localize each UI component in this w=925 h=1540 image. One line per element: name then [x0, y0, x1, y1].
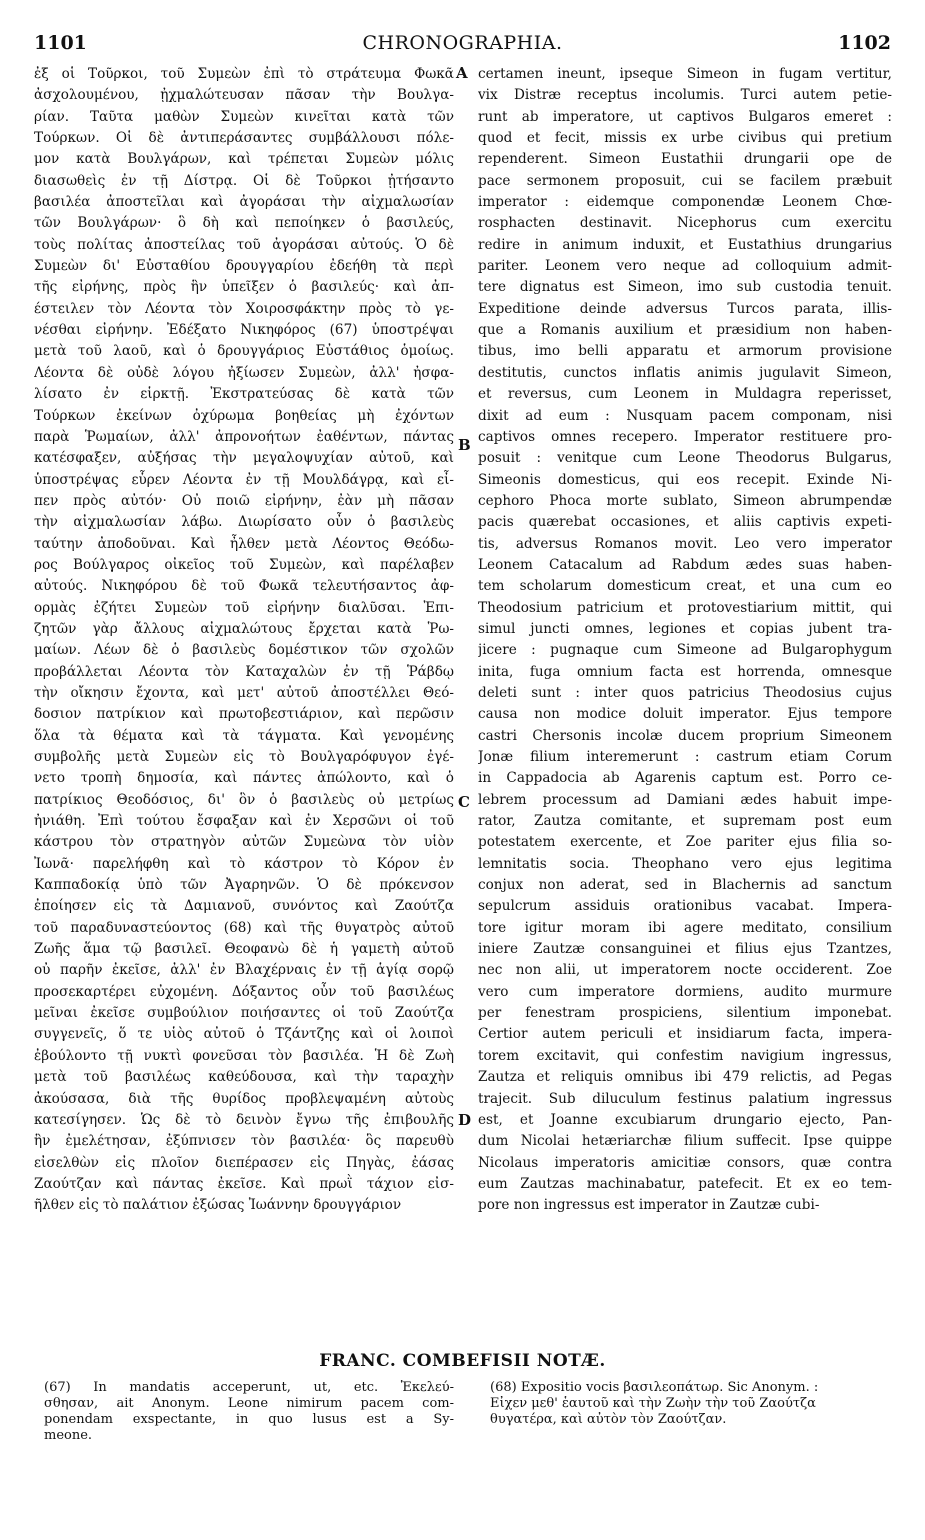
notes-heading: FRANC. COMBEFISII NOTÆ.	[319, 1351, 606, 1371]
greek-text-line: Λέοντα δὲ οὐδὲ λόγου ἠξίωσεν Συμεὼν, ἀλλ' ἠσφα-	[34, 364, 454, 381]
greek-text-line: τὴν αἰχμαλωσίαν λάβω. Διωρίσατο οὖν ὁ βασιλεὺς	[34, 514, 454, 531]
latin-text-line: tere dignatus est Simeon, imo sub custodia tenuit.	[478, 279, 892, 296]
latin-text-line: per fenestram prospiciens, silentium imponebat.	[478, 1005, 892, 1022]
latin-text-line: Theodosium patricium et protovestiarium mittit, qui	[478, 599, 892, 616]
latin-text-line: jicere : pugnaque cum Simeone ad Bulgarophygum	[478, 642, 892, 659]
latin-text-line: lemnitatis socia. Theophano vero ejus legitima	[478, 855, 892, 872]
latin-text-line: Simeonis domesticus, qui eos recepit. Exinde Ni-	[478, 471, 892, 488]
greek-text-line: μαίων. Λέων δὲ ὁ βασιλεὺς δομέστικον τῶν σχολῶν	[34, 642, 454, 659]
greek-text-line: ἀκούσασα, διὰ τῆς θυρίδος προβλεψαμένη αὐτοὺς	[34, 1090, 454, 1107]
latin-text-line: potestatem exercente, et Zoe pariter ejus filia so-	[478, 834, 892, 851]
greek-text-line: Τούρκων. Οἱ δὲ ἀντιπεράσαντες συμβάλλουσι πόλε-	[34, 130, 454, 147]
section-marker-d: D	[458, 1111, 472, 1129]
latin-text-column	[478, 64, 892, 1217]
latin-text-line: iniere Zautzæ consanguinei et filius ejus Tzantzes,	[478, 941, 892, 958]
latin-text-line: rependerent. Simeon Eustathii drungarii ope de	[478, 151, 892, 168]
latin-text-line: tibus, imo belli apparatu et armorum provisione	[478, 343, 892, 360]
greek-text-line: βασιλέα ἀποστεῖλαι καὶ ἀγοράσαι τὴν αἰχμαλωσίαν	[34, 194, 454, 211]
latin-text-line: eum Zautzas machinabatur, patefecit. Et ex eo tem-	[478, 1175, 892, 1192]
footnote-line: σθησαν, ait Anonym. Leone nimirum pacem com-	[44, 1396, 454, 1411]
greek-text-line: Ζωῆς ἅμα τῷ βασιλεῖ. Θεοφανὼ δὲ ἡ γαμετὴ αὐτοῦ	[34, 941, 454, 958]
latin-text-line: et reversus, cum Leonem in Muldagra reperisset,	[478, 386, 892, 403]
latin-text-line: sepulcrum assiduis orationibus vacabat. Impera-	[478, 898, 892, 915]
latin-text-line: dixit ad eum : Nusquam pacem componam, nisi	[478, 407, 892, 424]
greek-text-line: Τούρκων ἐκείνων ὀχύρωμα βοηθείας μὴ ἐχόντων	[34, 407, 454, 424]
latin-text-line: castri Chersonis incolæ ducem proprium Simeonem	[478, 727, 892, 744]
latin-text-line: in Cappadocia ab Agarenis captum est. Porro ce-	[478, 770, 892, 787]
footnote-line: θυγατέρα, καὶ αὐτὸν τὸν Ζαούτζαν.	[490, 1412, 727, 1427]
running-title: CHRONOGRAPHIA.	[362, 32, 563, 54]
footnote-68	[490, 1380, 890, 1428]
latin-text-line: inita, fuga omnium facta est horrenda, omnesque	[478, 663, 892, 680]
latin-text-line: rosphacten destinavit. Nicephorus cum exercitu	[478, 215, 892, 232]
latin-text-line: pore non ingressus est imperator in Zautzæ cubi-	[478, 1197, 820, 1214]
greek-text-line: ἣν ἐμελέτησαν, ἐξύπνισεν τὸν βασιλέα· ὃς παρευθὺ	[34, 1133, 454, 1150]
greek-text-line: κατέσφαξεν, αὐξήσας τὴν μεγαλοψυχίαν αὐτοῦ, καὶ	[34, 450, 454, 467]
greek-text-line: τοῦ παραδυναστεύοντος (68) καὶ τῆς θυγατρὸς αὐτοῦ	[34, 919, 454, 936]
greek-text-line: ἀσχολουμένου, ᾐχμαλώτευσαν πᾶσαν τὴν Βουλγα-	[34, 87, 454, 104]
latin-text-line: tis, adversus Romanos movit. Leo vero imperator	[478, 535, 892, 552]
latin-text-line: nec non alii, ut imperatorem nocte occiderent. Zoe	[478, 962, 892, 979]
footnote-line: (67) In mandatis acceperunt, ut, etc. Ἐκελεύ-	[44, 1380, 454, 1395]
latin-text-line: lebrem processum ad Damiani ædes habuit impe-	[478, 791, 892, 808]
latin-text-line: pacis quærebat occasiones, et aliis captivis expeti-	[478, 514, 892, 531]
greek-text-line: ζητῶν γὰρ ἄλλους αἰχμαλώτους ἔρχεται κατὰ Ῥω-	[34, 620, 454, 637]
greek-text-line: συμβολῆς μετὰ Συμεὼν εἰς τὸ Βουλγαρόφυγον ἐγέ-	[34, 749, 454, 765]
footnote-line: meone.	[44, 1428, 93, 1443]
latin-text-line: Certior autem periculi et insidiarum facta, impera-	[478, 1026, 892, 1043]
greek-text-line: συγγενεῖς, ὅ τε υἱὸς αὐτοῦ ὁ Τζάντζης καὶ οἱ λοιποὶ	[34, 1026, 454, 1043]
greek-text-line: μον κατὰ Βουλγάρων, καὶ τρέπεται Συμεὼν μόλις	[34, 151, 454, 168]
greek-text-line: πεν πρὸς αὐτόν· Οὐ ποιῶ εἰρήνην, ἐὰν μὴ πᾶσαν	[34, 492, 454, 509]
latin-text-line: destitutis, cunctos inflatis animis jugulavit Simeon,	[478, 364, 892, 381]
latin-text-line: trajecit. Sub diluculum festinus palatium ingressus	[478, 1090, 892, 1107]
greek-text-line: ἐξ οἱ Τοῦρκοι, τοῦ Συμεὼν ἐπὶ τὸ στράτευμα Φωκᾶ	[34, 66, 454, 82]
greek-text-line: ἐποίησεν εἰς τὰ Δαμιανοῦ, συνόντος καὶ Ζαούτζα	[34, 898, 454, 915]
latin-text-line: tore igitur moram ibi agere meditato, consilium	[478, 919, 892, 936]
latin-text-line: Leonem Catacalum ad Rabdum ædes suas haben-	[478, 556, 892, 573]
latin-text-line: rator, Zautza comitante, et supremam post eum	[478, 813, 892, 830]
greek-text-line: έστειλεν τὸν Λέοντα τὸν Χοιροσφάκτην πρὸς τὸ γε-	[34, 300, 454, 317]
latin-text-line: captivos omnes recepero. Imperator restituere pro-	[478, 428, 892, 445]
latin-text-line: simul juncti omnes, legiones et copias jubent tra-	[478, 620, 892, 637]
greek-text-line: προσεκαρτέρει εὐχομένη. Δόξαντος οὖν τοῦ βασιλέως	[34, 983, 454, 1000]
greek-text-line: Καππαδοκίᾳ ὑπὸ τῶν Ἀγαρηνῶν. Ὁ δὲ πρόκενσον	[34, 877, 454, 894]
greek-text-line: νέσθαι εἰρήνην. Ἐδέξατο Νικηφόρος (67) ὑποστρέψαι	[34, 322, 454, 339]
left-page-number: 1101	[34, 32, 87, 54]
greek-text-line: ρος Βούλγαρος οἰκεῖος τοῦ Συμεὼν, καὶ παρέλαβεν	[34, 556, 454, 573]
latin-text-line: posuit : venitque cum Leone Theodorus Bulgarus,	[478, 450, 892, 467]
greek-text-line: αὐτούς. Νικηφόρου δὲ τοῦ Φωκᾶ τελευτήσαντος ἀφ-	[34, 578, 454, 595]
footnote-line: Εἶχεν μεθ' ἑαυτοῦ καὶ τὴν Ζωὴν τὴν τοῦ Ζαούτζα	[490, 1396, 816, 1411]
greek-text-line: Ἰωνᾶ· παρελήφθη καὶ τὸ κάστρον τὸ Κόρον ἐν	[34, 855, 454, 872]
latin-text-line: runt ab imperatore, ut captivos Bulgaros emeret :	[478, 108, 892, 125]
greek-text-line: ορμὰς ἐζήτει Συμεὼν τοῦ εἰρήνην διαλῦσαι. Ἐπι-	[34, 599, 454, 616]
greek-text-line: νετο τροπὴ δημοσία, καὶ πάντες ἀπώλοντο, καὶ ὁ	[34, 770, 454, 787]
greek-text-line: ἐβούλοντο τῇ νυκτὶ φονεῦσαι τὸν βασιλέα. Ἡ δὲ Ζωὴ	[34, 1047, 454, 1064]
latin-text-line: imperator : eidemque componendæ Leonem Chœ-	[478, 194, 892, 211]
greek-text-line: πατρίκιος Θεοδόσιος, δι' ὃν ὁ βασιλεὺς οὐ μετρίως	[34, 791, 454, 808]
greek-text-line: τῶν Βουλγάρων· ὃ δὴ καὶ πεποίηκεν ὁ βασιλεύς,	[34, 215, 454, 232]
latin-text-line: torem excitavit, qui confestim navigium ingressus,	[478, 1047, 892, 1064]
greek-text-line: κάστρου τὸν στρατηγὸν αὐτῶν Συμεὼνα τὸν υἱὸν	[34, 834, 454, 851]
greek-text-line: προβάλλεται Λέοντα τὸν Καταχαλὼν ἐν τῇ Ῥάβδῳ	[34, 663, 454, 680]
greek-text-line: ρίαν. Ταῦτα μαθὼν Συμεὼν κινεῖται κατὰ τῶν	[34, 108, 454, 125]
latin-text-line: tem scholarum domesticum creat, et una cum eo	[478, 578, 892, 595]
greek-text-line: δοσιον πατρίκιον καὶ πρωτοβεστιάριον, καὶ περῶσιν	[34, 706, 454, 723]
greek-text-line: ῆλθεν εἰς τὸ παλάτιον ἐξώσας Ἰωάννην δρουγγάριον	[34, 1197, 402, 1214]
right-page-number: 1102	[838, 32, 891, 54]
footnote-67	[44, 1380, 454, 1444]
greek-text-line: παρὰ Ῥωμαίων, ἀλλ' ἀπρονοήτων ἐαθέντων, πάντας	[34, 428, 454, 445]
latin-text-line: redire in animum induxit, et Eustathius drungarius	[478, 236, 892, 253]
latin-text-line: deleti sunt : inter quos patricius Theodosius cujus	[478, 684, 892, 701]
greek-text-line: κατεσίγησεν. Ὡς δὲ τὸ δεινὸν ἔγνω τῆς ἐπιβουλῆς	[34, 1111, 454, 1128]
greek-text-line: εἰσελθὼν εἰς πλοῖον διεπέρασεν εἰς Πηγὰς, ἐάσας	[34, 1154, 454, 1171]
greek-text-line: Συμεὼν δι' Εὐσταθίου δρουγγαρίου ἐδεήθη τὰ περὶ	[34, 258, 454, 275]
latin-text-line: causa non modice doluit imperator. Ejus tempore	[478, 706, 892, 723]
greek-text-line: λίσατο ἐν εἱρκτῇ. Ἐκστρατεύσας δὲ κατὰ τῶν	[34, 386, 454, 403]
greek-text-line: τῆς εἰρήνης, πρὸς ἣν ὑπεῖξεν ὁ βασιλεύς· καὶ ἀπ-	[34, 279, 454, 296]
latin-text-line: est, et Joanne excubiarum drungario ejecto, Pan-	[478, 1111, 892, 1128]
section-marker-b: B	[458, 436, 471, 454]
latin-text-line: pace sermonem proposuit, cui se facilem præbuit	[478, 172, 892, 189]
greek-text-line: τοὺς πολίτας ἀποστείλας τοῦ ἀγοράσαι αὐτούς. Ὁ δὲ	[34, 236, 454, 253]
greek-text-line: οὐ παρῆν ἐκεῖσε, ἀλλ' ἐν Βλαχέρναις ἐν τῇ ἁγίᾳ σορῷ	[34, 962, 454, 979]
greek-text-line: ὅλα τὰ θέματα καὶ τὰ τάγματα. Καὶ γενομένης	[34, 727, 454, 744]
latin-text-line: conjux non aderat, sed in Blachernis ad sanctum	[478, 877, 892, 894]
section-marker-a: A	[456, 64, 468, 82]
greek-text-line: ὑποστρέψας εὗρεν Λέοντα ἐν τῇ Μουλδάγρᾳ, καὶ εἶ-	[34, 471, 454, 488]
latin-text-line: Expeditione deinde adversus Turcos parata, illis-	[478, 300, 892, 317]
greek-text-line: μεῖναι ἐκεῖσε συμβούλιον ποιήσαντες οἱ τοῦ Ζαούτζα	[34, 1005, 454, 1022]
greek-text-line: τὴν οἴκησιν ἔχοντα, καὶ μετ' αὐτοῦ ἀποστέλλει Θεό-	[34, 684, 454, 701]
latin-text-line: quod et fecit, missis ex urbe civibus qui pretium	[478, 130, 892, 147]
greek-text-line: μετὰ τοῦ λαοῦ, καὶ ὁ δρουγγάριος Εὐστάθιος ὁμοίως.	[34, 343, 454, 360]
latin-text-line: certamen ineunt, ipseque Simeon in fugam vertitur,	[478, 66, 892, 82]
latin-text-line: cephoro Phoca morte sublato, Simeon abrumpendæ	[478, 492, 892, 509]
greek-text-line: Ζαούτζαν καὶ πάντας ἐκεῖσε. Καὶ πρωῒ τάχιον εἰσ-	[34, 1175, 454, 1192]
footnote-line: ponendam exspectante, in quo lusus est a Sy-	[44, 1412, 454, 1427]
latin-text-line: pariter. Leonem vero neque ad colloquium admit-	[478, 258, 892, 275]
footnote-line: (68) Expositio vocis βασιλεοπάτωρ. Sic Anonym. :	[490, 1380, 819, 1395]
latin-text-line: dum Nicolai hetæriarchæ filium suffecit. Ipse quippe	[478, 1133, 892, 1150]
latin-text-line: Nicolaus imperatoris amicitiæ consors, quæ contra	[478, 1154, 892, 1171]
greek-text-line: ταύτην ἀποδοῦναι. Καὶ ἦλθεν μετὰ Λέοντος Θεόδω-	[34, 535, 454, 552]
latin-text-line: vero cum imperatore dormiens, audito murmure	[478, 983, 892, 1000]
latin-text-line: Zautza et reliquis omnibus ibi 479 relictis, ad Pegas	[478, 1069, 892, 1086]
section-marker-c: C	[458, 793, 470, 811]
latin-text-line: vix Distræ receptus incolumis. Turci autem petie-	[478, 87, 892, 104]
greek-text-line: μετὰ τοῦ βασιλέως καθεύδουσα, καὶ τὴν ταραχὴν	[34, 1069, 454, 1086]
greek-text-column	[34, 64, 454, 1217]
latin-text-line: que a Romanis auxilium et præsidium non haben-	[478, 322, 892, 339]
greek-text-line: διασωθεὶς ἐν τῇ Δίστρᾳ. Οἱ δὲ Τοῦρκοι ᾐτήσαντο	[34, 172, 454, 189]
latin-text-line: Jonæ filium interemerunt : castrum etiam Corum	[478, 749, 892, 765]
greek-text-line: ἠνιάθη. Ἐπὶ τούτου ἔσφαξαν καὶ ἐν Χερσῶνι οἱ τοῦ	[34, 813, 454, 830]
page-header	[34, 32, 891, 58]
